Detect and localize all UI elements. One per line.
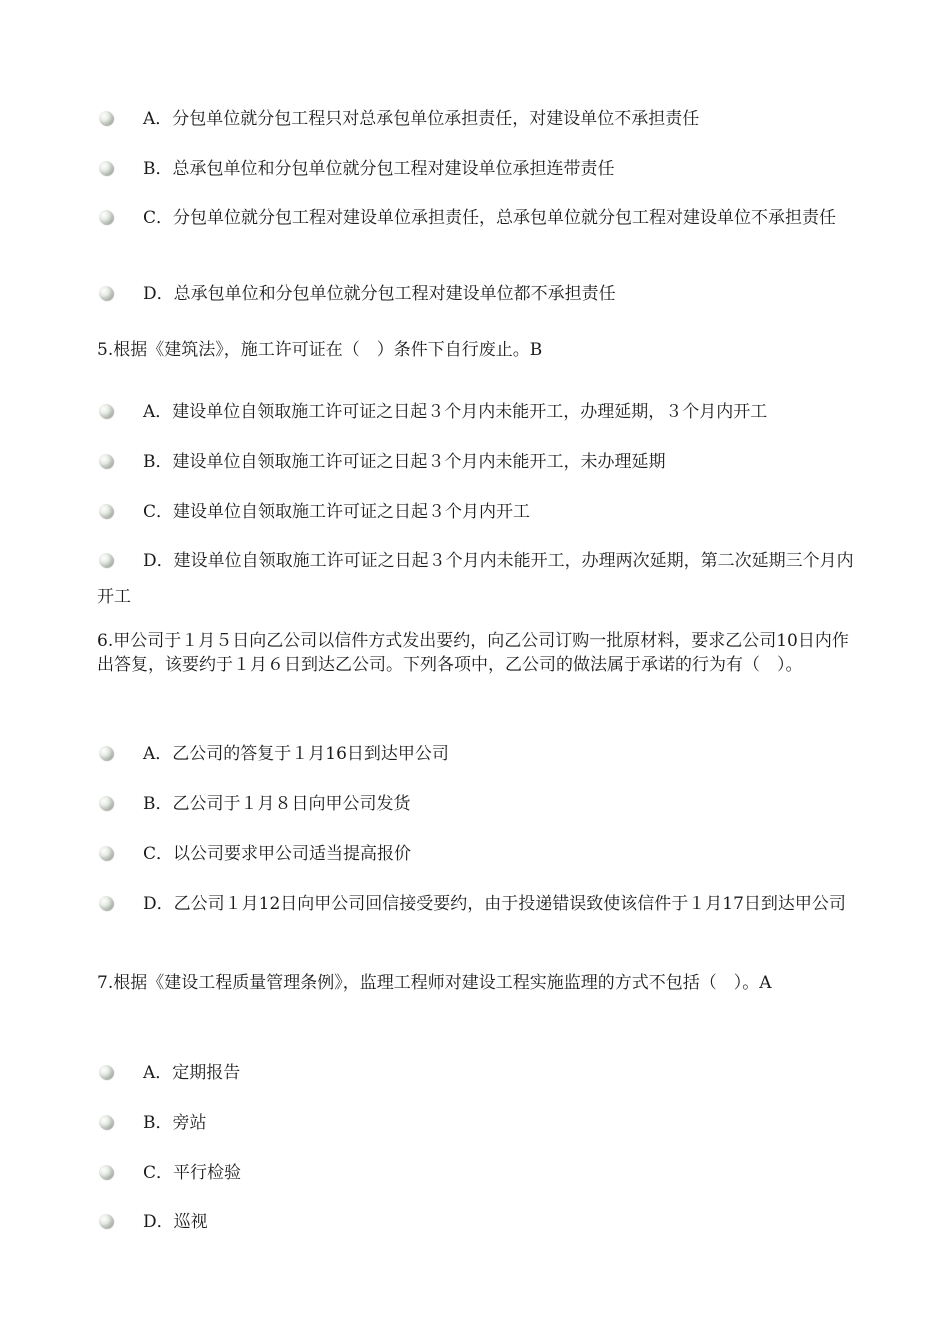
option-text: D．巡视 — [143, 1212, 208, 1232]
option-text: C．分包单位就分包工程对建设单位承担责任，总承包单位就分包工程对建设单位不承担责任 — [143, 208, 837, 228]
option-text: C．建设单位自领取施工许可证之日起３个月内开工 — [143, 502, 531, 522]
radio-button-icon[interactable] — [99, 404, 113, 418]
q7-option-b[interactable] — [97, 1105, 861, 1141]
q4-option-c[interactable] — [97, 200, 861, 236]
q6-option-b[interactable] — [97, 786, 861, 822]
q6-option-a[interactable] — [97, 736, 861, 772]
option-text: C．以公司要求甲公司适当提高报价 — [143, 844, 412, 864]
radio-button-icon[interactable] — [99, 796, 113, 810]
q4-option-a[interactable] — [97, 101, 861, 137]
radio-button-icon[interactable] — [99, 846, 113, 860]
option-text: B．建设单位自领取施工许可证之日起３个月内未能开工，未办理延期 — [143, 452, 666, 472]
radio-button-icon[interactable] — [99, 1165, 113, 1179]
q5-question: 5.根据《建筑法》，施工许可证在（ ）条件下自行废止。B — [97, 340, 543, 360]
radio-button-icon[interactable] — [99, 553, 113, 567]
option-text: B．旁站 — [143, 1113, 207, 1133]
q7-option-d[interactable] — [97, 1204, 861, 1240]
q5-option-d[interactable] — [97, 543, 861, 615]
radio-button-icon[interactable] — [99, 1065, 113, 1079]
q5-option-b[interactable] — [97, 444, 861, 480]
radio-button-icon[interactable] — [99, 1214, 113, 1228]
q7-option-c[interactable] — [97, 1155, 861, 1191]
radio-button-icon[interactable] — [99, 504, 113, 518]
option-text: D．建设单位自领取施工许可证之日起３个月内未能开工，办理两次延期，第二次延期三个月内开工 — [97, 551, 854, 607]
radio-button-icon[interactable] — [99, 161, 113, 175]
radio-button-icon[interactable] — [99, 1115, 113, 1129]
option-text: D．乙公司１月12日向甲公司回信接受要约，由于投递错误致使该信件于１月17日到达甲公司 — [143, 894, 846, 914]
q5-option-c[interactable] — [97, 494, 861, 530]
option-text: A．建设单位自领取施工许可证之日起３个月内未能开工，办理延期，３个月内开工 — [143, 402, 768, 422]
q7-option-a[interactable] — [97, 1055, 861, 1091]
radio-button-icon[interactable] — [99, 111, 113, 125]
radio-button-icon[interactable] — [99, 454, 113, 468]
q6-option-d[interactable] — [97, 886, 861, 922]
radio-button-icon[interactable] — [99, 896, 113, 910]
option-text: A．分包单位就分包工程只对总承包单位承担责任，对建设单位不承担责任 — [143, 109, 700, 129]
q4-option-d[interactable] — [97, 276, 861, 312]
option-text: A．乙公司的答复于１月16日到达甲公司 — [143, 744, 449, 764]
radio-button-icon[interactable] — [99, 746, 113, 760]
option-text: A．定期报告 — [143, 1063, 241, 1083]
option-text: D．总承包单位和分包单位就分包工程对建设单位都不承担责任 — [143, 284, 616, 304]
option-text: B．乙公司于１月８日向甲公司发货 — [143, 794, 411, 814]
q6-option-c[interactable] — [97, 836, 861, 872]
q7-question: 7.根据《建设工程质量管理条例》，监理工程师对建设工程实施监理的方式不包括（ ）。A — [97, 973, 772, 993]
radio-button-icon[interactable] — [99, 286, 113, 300]
radio-button-icon[interactable] — [99, 210, 113, 224]
q5-option-a[interactable] — [97, 394, 861, 430]
q4-option-b[interactable] — [97, 151, 861, 187]
q6-question: 6.甲公司于１月５日向乙公司以信件方式发出要约，向乙公司订购一批原材料，要求乙公司10日内作出答复，该要约于１月６日到达乙公司。下列各项中，乙公司的做法属于承诺的行为有（ ）。 — [97, 631, 849, 675]
option-text: C．平行检验 — [143, 1163, 242, 1183]
option-text: B．总承包单位和分包单位就分包工程对建设单位承担连带责任 — [143, 159, 615, 179]
